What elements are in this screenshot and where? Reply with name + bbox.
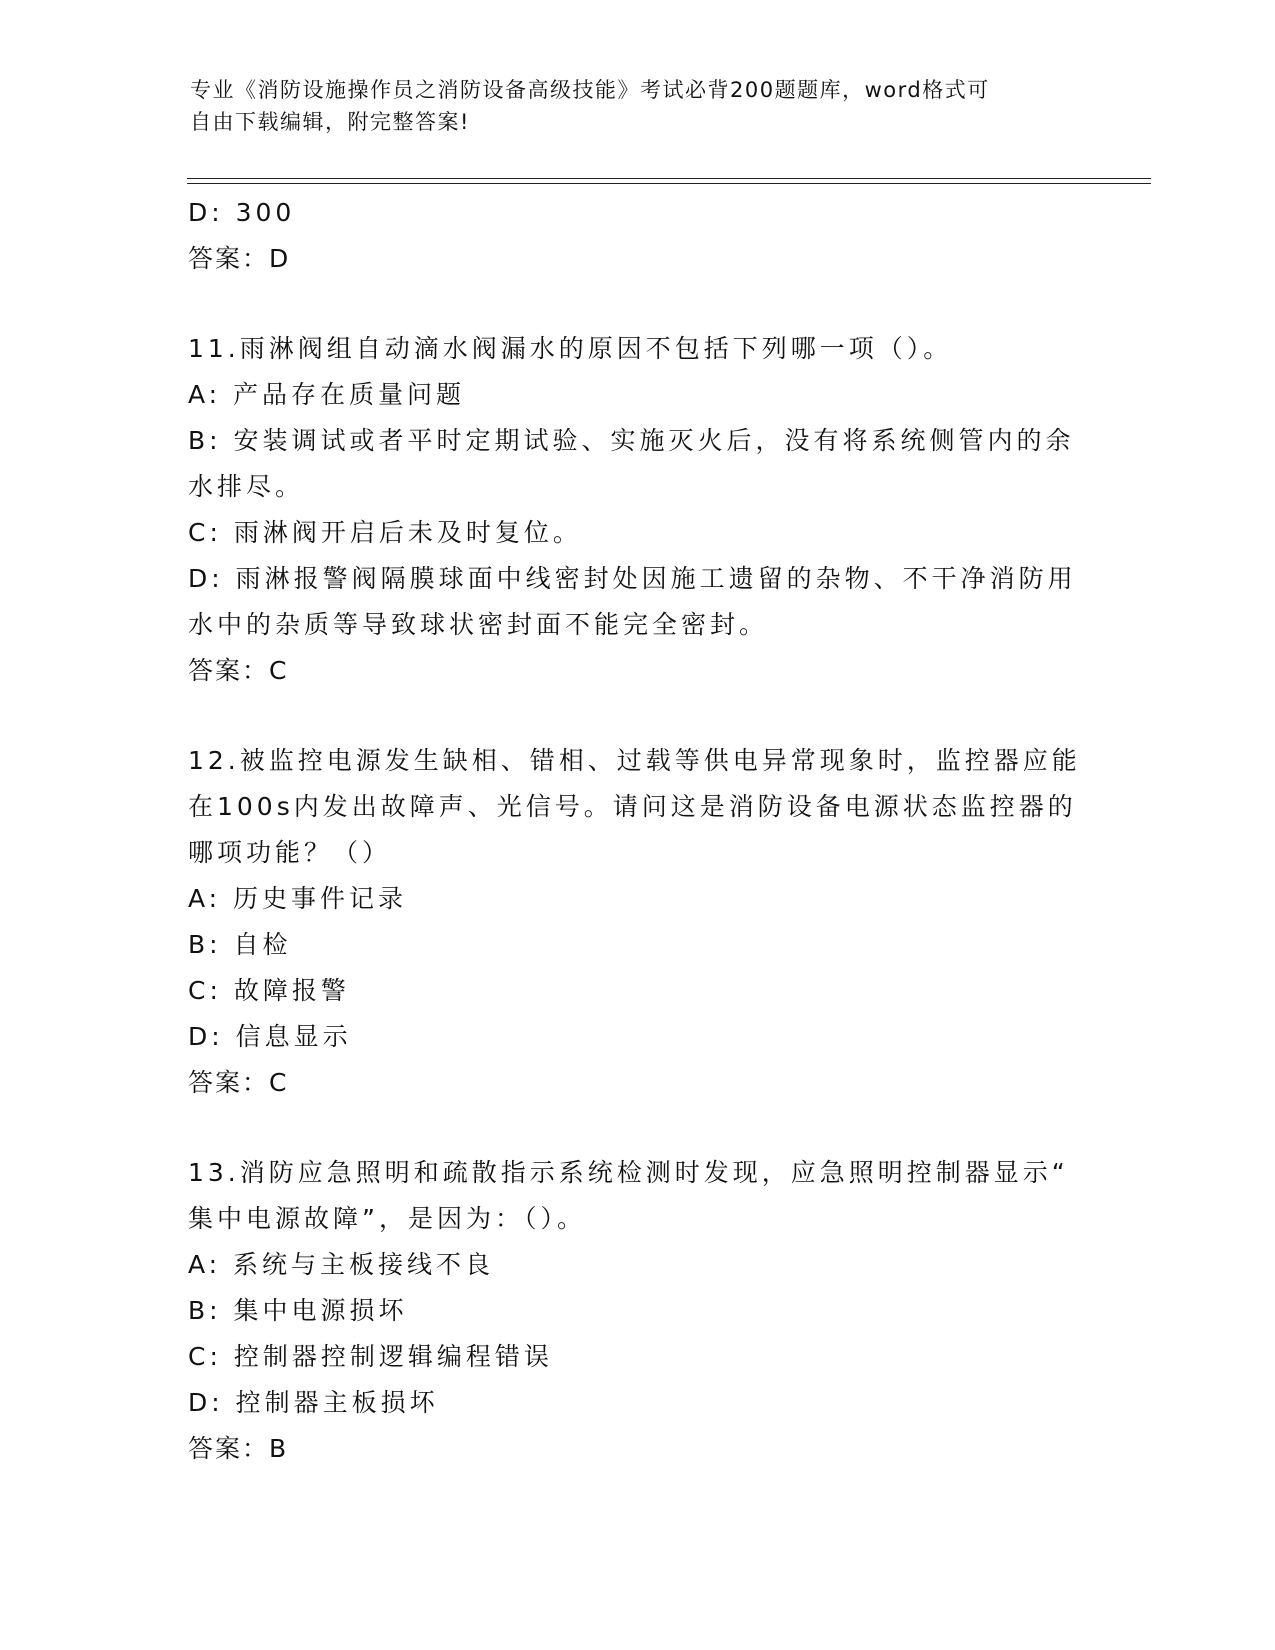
option-a: A: 系统与主板接线不良 [188, 1250, 495, 1279]
question-stem: 11.雨淋阀组自动滴水阀漏水的原因不包括下列哪一项（）。 [188, 334, 953, 363]
question-stem-cont: 哪项功能？（） [188, 838, 392, 867]
option-c: C: 雨淋阀开启后未及时复位。 [188, 518, 582, 547]
option-b: B: 集中电源损坏 [188, 1296, 408, 1325]
question-13 [188, 1150, 1088, 1472]
answer: 答案：C [188, 656, 289, 685]
option-a: A: 历史事件记录 [188, 884, 408, 913]
header-line-2: 自由下载编辑，附完整答案! [190, 110, 470, 134]
option-c: C: 控制器控制逻辑编程错误 [188, 1342, 553, 1371]
option-b: B: 安装调试或者平时定期试验、实施灭火后，没有将系统侧管内的余 [188, 426, 1075, 455]
option-b-cont: 水排尽。 [188, 472, 305, 501]
option-d: D: 300 [188, 198, 296, 227]
header-rule-top [187, 178, 1151, 179]
option-c: C: 故障报警 [188, 976, 350, 1005]
header-line-1: 专业《消防设施操作员之消防设备高级技能》考试必背200题题库，word格式可 [190, 78, 990, 102]
option-b: B: 自检 [188, 930, 292, 959]
option-d: D: 信息显示 [188, 1022, 352, 1051]
answer: 答案：B [188, 1434, 289, 1463]
question-stem-cont: 集中电源故障”，是因为：（）。 [188, 1204, 586, 1233]
answer: 答案：C [188, 1068, 289, 1097]
question-stem: 13.消防应急照明和疏散指示系统检测时发现，应急照明控制器显示“ [188, 1158, 1069, 1187]
question-12 [188, 738, 1088, 1106]
question-10-tail [188, 190, 1088, 282]
header-rule-bottom [187, 183, 1151, 184]
answer: 答案：D [188, 244, 291, 273]
question-stem: 12.被监控电源发生缺相、错相、过载等供电异常现象时，监控器应能 [188, 746, 1081, 775]
option-d: D: 控制器主板损坏 [188, 1388, 439, 1417]
question-11 [188, 326, 1088, 694]
question-stem-cont: 在100s内发出故障声、光信号。请问这是消防设备电源状态监控器的 [188, 792, 1077, 821]
option-d-cont: 水中的杂质等导致球状密封面不能完全密封。 [188, 610, 769, 639]
document-header [190, 74, 1070, 138]
option-a: A: 产品存在质量问题 [188, 380, 466, 409]
document-body [188, 190, 1088, 1472]
option-d: D: 雨淋报警阀隔膜球面中线密封处因施工遗留的杂物、不干净消防用 [188, 564, 1077, 593]
